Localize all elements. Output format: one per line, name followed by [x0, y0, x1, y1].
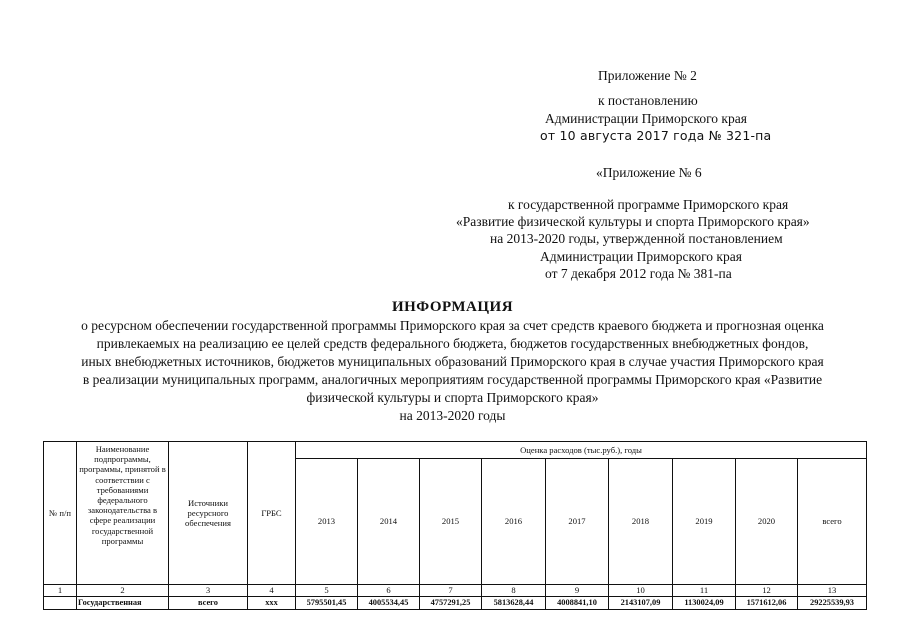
- row-name: Государственная: [77, 597, 169, 610]
- program-name: «Развитие физической культуры и спорта Приморского края»: [456, 214, 810, 229]
- row-value: 4008841,10: [546, 597, 609, 610]
- row-no: [44, 597, 77, 610]
- header-sources: Источники ресурсного обеспечения: [169, 442, 248, 585]
- row-value: 1130024,09: [673, 597, 736, 610]
- header-year: 2017: [546, 459, 609, 585]
- header-total: всего: [798, 459, 867, 585]
- header-year: 2013: [296, 459, 358, 585]
- column-number: 13: [798, 585, 867, 597]
- subtitle-line: физической культуры и спорта Приморского края»: [306, 390, 599, 405]
- column-number: 12: [736, 585, 798, 597]
- column-number: 11: [673, 585, 736, 597]
- header-year: 2019: [673, 459, 736, 585]
- column-numbers-row: [44, 585, 867, 597]
- header-estimate: Оценка расходов (тыс.руб.), годы: [296, 442, 867, 459]
- header-year: 2016: [482, 459, 546, 585]
- column-number: 4: [248, 585, 296, 597]
- row-value: 4005534,45: [358, 597, 420, 610]
- header-no: № п/п: [44, 442, 77, 585]
- row-value: 1571612,06: [736, 597, 798, 610]
- row-total: 29225539,93: [798, 597, 867, 610]
- subtitle-line: иных внебюджетных источников, бюджетов муниципальных образований Приморского края в случае участия Приморского края: [81, 354, 824, 369]
- row-value: 4757291,25: [420, 597, 482, 610]
- column-number: 6: [358, 585, 420, 597]
- header-year: 2015: [420, 459, 482, 585]
- document-title: ИНФОРМАЦИЯ: [391, 299, 514, 315]
- subtitle-line: в реализации муниципальных программ, аналогичных мероприятиям государственной программы Приморского края «Развитие: [82, 372, 823, 387]
- header-year: 2014: [358, 459, 420, 585]
- header-year: 2020: [736, 459, 798, 585]
- program-years: на 2013-2020 годы, утвержденной постановлением: [490, 231, 783, 246]
- column-number: 2: [77, 585, 169, 597]
- row-value: 5795501,45: [296, 597, 358, 610]
- resolution-date: от 10 августа 2017 года № 321-па: [540, 128, 772, 143]
- appendix-6-label: «Приложение № 6: [596, 165, 702, 180]
- administration-label-2: Администрации Приморского края: [540, 249, 742, 264]
- column-number: 1: [44, 585, 77, 597]
- administration-label: Администрации Приморского края: [545, 111, 747, 126]
- subtitle-line: привлекаемых на реализацию ее целей средств федерального бюджета, бюджетов государственных внебюджетных фондов,: [96, 336, 809, 351]
- table-header-row: [44, 442, 867, 459]
- table-row: [44, 597, 867, 610]
- column-number: 9: [546, 585, 609, 597]
- column-number: 3: [169, 585, 248, 597]
- program-date: от 7 декабря 2012 года № 381-па: [545, 266, 732, 281]
- row-value: 2143107,09: [609, 597, 673, 610]
- appendix-2-label: Приложение № 2: [598, 68, 697, 83]
- column-number: 8: [482, 585, 546, 597]
- header-year: 2018: [609, 459, 673, 585]
- column-number: 10: [609, 585, 673, 597]
- row-value: 5813628,44: [482, 597, 546, 610]
- row-grbs: ххх: [248, 597, 296, 610]
- column-number: 5: [296, 585, 358, 597]
- row-source: всего: [169, 597, 248, 610]
- header-grbs: ГРБС: [248, 442, 296, 585]
- resource-table: [43, 441, 867, 610]
- to-resolution-label: к постановлению: [598, 93, 698, 108]
- header-name: Наименование подпрограммы, программы, принятой в соответствии с требованиями федерального законодательства в сфере реализации государственной программы: [77, 442, 169, 585]
- subtitle-years: на 2013-2020 годы: [399, 408, 506, 423]
- subtitle-line: о ресурсном обеспечении государственной программы Приморского края за счет средств краевого бюджета и прогнозная оценка: [81, 318, 824, 333]
- column-number: 7: [420, 585, 482, 597]
- to-program-label: к государственной программе Приморского края: [508, 197, 789, 212]
